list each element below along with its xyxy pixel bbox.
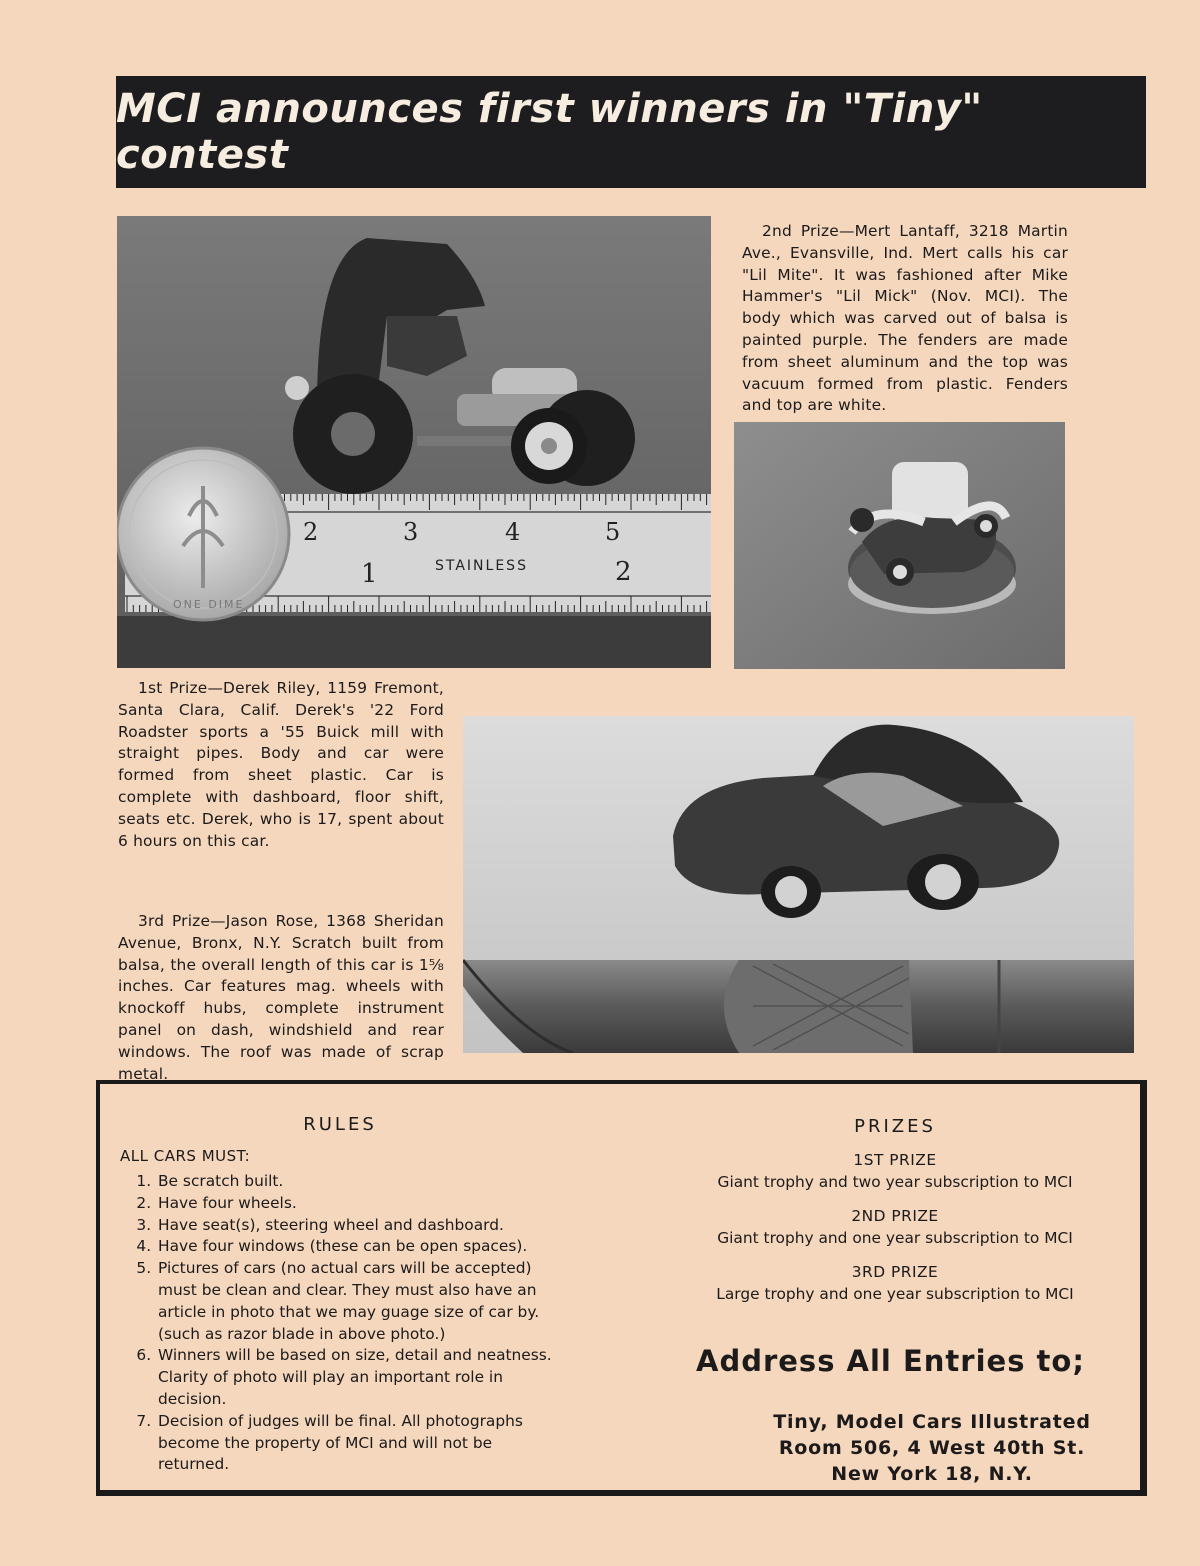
- page-title: MCI announces first winners in "Tiny" contest: [116, 86, 983, 178]
- coin-label: ONE DIME: [173, 598, 245, 611]
- second-prize-photo: [734, 422, 1065, 669]
- prize-desc: Giant trophy and two year subscription to MCI: [717, 1173, 1073, 1191]
- ruler-number: 4: [505, 518, 521, 546]
- address-line: Tiny, Model Cars Illustrated: [773, 1411, 1091, 1433]
- rule-item: 3. Have seat(s), steering wheel and dashboard.: [156, 1215, 560, 1237]
- rule-item: 6. Winners will be based on size, detail and neatness. Clarity of photo will play an important role in decision.: [156, 1345, 560, 1410]
- rules-list: [120, 1171, 560, 1476]
- rule-item: 2. Have four wheels.: [156, 1193, 560, 1215]
- prize-name: 2ND PRIZE: [851, 1207, 939, 1225]
- first-prize-photo: [117, 216, 711, 668]
- rule-item: 4. Have four windows (these can be open spaces).: [156, 1236, 560, 1258]
- prize-desc: Giant trophy and one year subscription to MCI: [717, 1229, 1073, 1247]
- third-prize-photo: [463, 716, 1134, 1053]
- second-prize-caption: [742, 221, 1068, 417]
- ruler-number: 2: [615, 557, 632, 587]
- rules-and-prizes-box: [96, 1080, 1147, 1496]
- rule-item: 7. Decision of judges will be final. All photographs become the property of MCI and will not be returned.: [156, 1411, 560, 1476]
- rule-item: 5. Pictures of cars (no actual cars will be accepted) must be clean and clear. They must also have an article in photo that we may guage size of car by. (such as razor blade in above photo.): [156, 1258, 560, 1345]
- rules-heading: RULES: [303, 1114, 377, 1135]
- rule-item: 1. Be scratch built.: [156, 1171, 560, 1193]
- rules-section: [120, 1114, 560, 1476]
- prize-name: 3RD PRIZE: [851, 1263, 939, 1281]
- prizes-section: [690, 1116, 1100, 1305]
- address-line: New York 18, N.Y.: [831, 1463, 1033, 1485]
- ruler-number: 3: [403, 518, 419, 546]
- prize-desc: Large trophy and one year subscription to MCI: [716, 1285, 1074, 1303]
- first-prize-caption: [118, 678, 444, 852]
- ruler-number: 5: [605, 518, 621, 546]
- caption-text: 1st Prize—Derek Riley, 1159 Fremont, Santa Clara, Calif. Derek's '22 Ford Roadster sports a '55 Buick mill with straight pipes. Body and car were formed from sheet plastic. Car is complete with dashboard, floor shift, seats etc. Derek, who is 17, spent about 6 hours on this car.: [118, 679, 444, 850]
- third-prize-caption: [118, 911, 444, 1085]
- address-line: Room 506, 4 West 40th St.: [778, 1437, 1086, 1459]
- address-heading: Address All Entries to;: [696, 1344, 1085, 1378]
- ruler-label: STAINLESS: [435, 558, 528, 574]
- caption-text: 2nd Prize—Mert Lantaff, 3218 Martin Ave., Evansville, Ind. Mert calls his car "Lil Mite". It was fashioned after Mike Hammer's "Lil Mick" (Nov. MCI). The body which was carved out of balsa is painted purple. The fenders are made from sheet aluminum and the top was vacuum formed from plastic. Fenders and top are white.: [742, 222, 1068, 415]
- rules-subheading: ALL CARS MUST:: [120, 1147, 251, 1165]
- prizes-heading: PRIZES: [854, 1116, 936, 1137]
- ruler-number: 1: [361, 559, 378, 589]
- caption-text: 3rd Prize—Jason Rose, 1368 Sheridan Avenue, Bronx, N.Y. Scratch built from balsa, the overall length of this car is 1⅝ inches. Car features mag. wheels with knockoff hubs, complete instrument panel on dash, windshield and rear windows. The roof was made of scrap metal.: [118, 912, 444, 1083]
- mailing-address: [740, 1409, 1124, 1487]
- header-banner: [116, 76, 1146, 188]
- ruler-number: 2: [303, 518, 319, 546]
- prize-name: 1ST PRIZE: [853, 1151, 937, 1169]
